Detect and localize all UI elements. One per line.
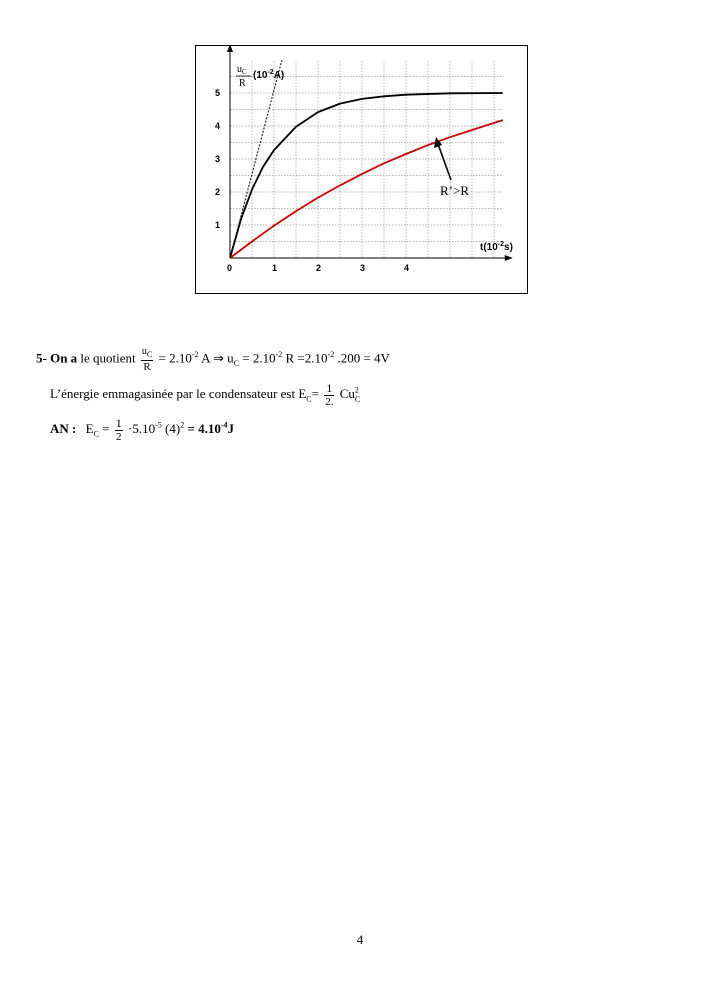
y-tick-label: 1 <box>215 220 221 230</box>
energy-frac-num: 1 <box>324 382 334 396</box>
y-tick-label: 4 <box>215 121 221 131</box>
text-quotient: le quotient <box>80 350 136 366</box>
an-fraction <box>115 417 123 443</box>
y-tick-label: 3 <box>215 154 221 164</box>
an-sub: C <box>93 429 99 439</box>
an-result: = 4.10 <box>187 420 221 436</box>
x-axis-label: $t(10^{-2}s)$ <box>480 241 513 253</box>
page-number: 4 <box>356 932 364 947</box>
an-voltage: (4) <box>165 420 181 436</box>
x-tick-label: 0 <box>227 263 233 273</box>
frac-num-sub: C <box>146 350 153 359</box>
energy-fraction <box>324 382 334 408</box>
an-exp-2: 2 <box>180 420 185 430</box>
y-tick-label: 5 <box>215 88 221 98</box>
x-tick-label: 3 <box>360 263 366 273</box>
an-e: E <box>85 420 94 436</box>
an-equals: = <box>102 420 110 436</box>
energy-line <box>50 382 360 408</box>
x-tick-label: 1 <box>272 263 278 273</box>
fraction-uc-over-r <box>141 346 153 373</box>
y-label-numerator: $u_C$ <box>237 64 247 76</box>
an-line <box>50 417 234 443</box>
an-frac-num: 1 <box>115 416 122 430</box>
an-label: AN : <box>50 420 77 436</box>
energy-cu: Cu <box>339 385 355 401</box>
an-capacity: ·5.10 <box>128 420 156 436</box>
result-4v: .200 = 4V <box>337 350 390 366</box>
an-exp-1: -5 <box>155 420 162 430</box>
question-number: 5- On a <box>36 350 78 366</box>
an-result-exp: -4 <box>220 420 228 430</box>
sub-c: C <box>233 359 239 369</box>
annotation-label: R’>R <box>440 183 470 198</box>
figure <box>195 45 528 294</box>
x-tick-label: 4 <box>404 263 410 273</box>
energy-sub: C <box>306 394 312 404</box>
energy-frac-den: 2. <box>325 396 334 408</box>
y-label-denominator: R <box>239 78 246 89</box>
value-2: = 2.10 <box>242 350 276 366</box>
value-1: = 2.10 <box>158 350 192 366</box>
implies-uc: A ⇒ u <box>201 350 234 366</box>
frac-num: u <box>141 346 147 357</box>
chart <box>195 45 528 294</box>
exp-3: -2 <box>327 350 335 360</box>
y-label-unit: $(10^{-2}A)$ <box>253 69 285 81</box>
x-tick-label: 2 <box>316 263 322 273</box>
y-tick-label: 2 <box>215 187 221 197</box>
frac-den: R <box>143 361 151 373</box>
energy-exp: 2 <box>354 385 359 395</box>
an-frac-den: 2 <box>116 431 122 443</box>
exp-2: -2 <box>275 350 283 360</box>
an-result-unit: J <box>227 420 235 436</box>
energy-c-sub: C <box>354 394 361 404</box>
exp-1: -2 <box>191 350 199 360</box>
question-5-line <box>36 346 390 373</box>
energy-equals: = <box>311 385 319 401</box>
value-3: R =2.10 <box>285 350 328 366</box>
energy-text: L’énergie emmagasinée par le condensateur est E <box>50 385 307 401</box>
